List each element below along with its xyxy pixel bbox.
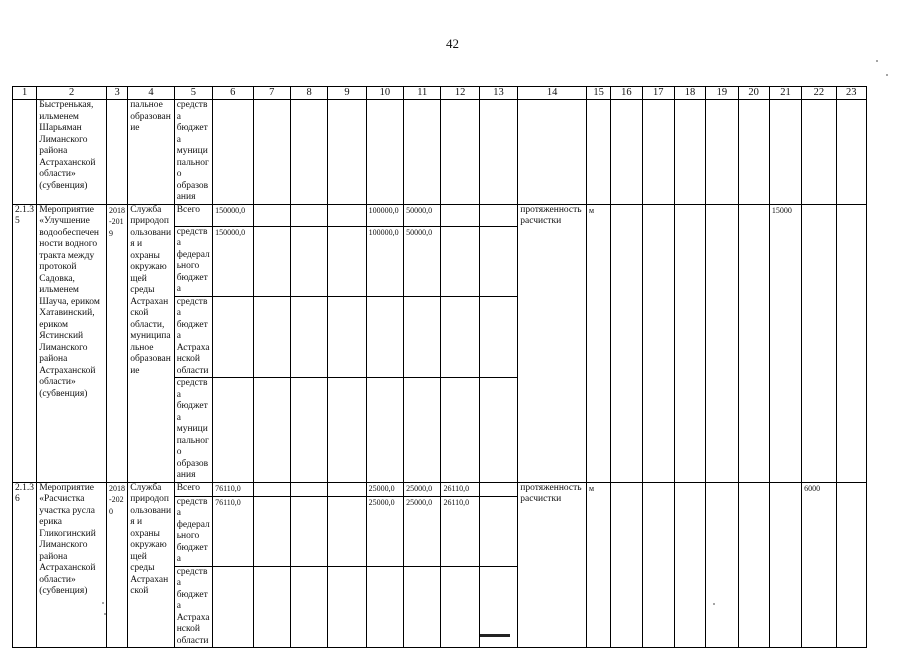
executor: Служба природопользования и охраны окружающей среды Астраханской области, муниципальное образование [128, 204, 174, 482]
measure-name: Быстренькая, ильменем Шарьяман Лиманского района Астраханской области» (субвенция) [37, 100, 107, 205]
value-cell [441, 226, 479, 296]
table-row [13, 100, 867, 205]
col-header: 10 [366, 87, 403, 100]
col-header: 5 [174, 87, 212, 100]
value-cell: 100000,0 [366, 226, 403, 296]
col-header: 4 [128, 87, 174, 100]
target-value: 15000 [769, 204, 801, 482]
col-header: 6 [213, 87, 253, 100]
row-code: 2.1.35 [13, 204, 37, 482]
col-header: 22 [802, 87, 836, 100]
col-header: 2 [37, 87, 107, 100]
col-header: 21 [769, 87, 801, 100]
col-header: 3 [106, 87, 127, 100]
value-cell: 25000,0 [366, 496, 403, 566]
page-number: 42 [446, 36, 459, 51]
funding-source: средства бюджета муниципального образования [174, 378, 212, 483]
indicator: протяженность расчистки [518, 204, 587, 482]
col-header: 9 [328, 87, 366, 100]
measures-table [12, 86, 867, 648]
executor: Служба природопользования и охраны окружающей среды Астраханской [128, 482, 174, 648]
funding-source: средства федерального бюджета [174, 496, 212, 566]
funding-source: Всего [174, 204, 212, 226]
col-header: 19 [706, 87, 738, 100]
column-number-row [13, 87, 867, 100]
value-cell: 25000,0 [366, 482, 403, 496]
col-header: 1 [13, 87, 37, 100]
col-header: 15 [586, 87, 610, 100]
col-header: 23 [836, 87, 866, 100]
funding-source: средства федерального бюджета [174, 226, 212, 296]
scan-artifact-line [480, 634, 510, 637]
executor: пальное образование [128, 100, 174, 205]
col-header: 20 [738, 87, 769, 100]
value-cell: 50000,0 [404, 226, 441, 296]
value-cell: 76110,0 [213, 482, 253, 496]
funding-source: Всего [174, 482, 212, 496]
col-header: 13 [479, 87, 517, 100]
value-cell: 76110,0 [213, 496, 253, 566]
value-cell: 25000,0 [404, 482, 441, 496]
col-header: 14 [518, 87, 587, 100]
indicator: протяженность расчистки [518, 482, 587, 648]
table-row [13, 204, 867, 226]
value-cell: 26110,0 [441, 496, 479, 566]
col-header: 18 [674, 87, 705, 100]
col-header: 8 [290, 87, 327, 100]
years: 2018-2020 [106, 482, 127, 648]
unit: м [586, 204, 610, 482]
col-header: 11 [404, 87, 441, 100]
col-header: 7 [253, 87, 290, 100]
funding-source: средства бюджета муниципального образования [174, 100, 212, 205]
value-cell: 150000,0 [213, 226, 253, 296]
measure-name: Мероприятие «Расчистка участка русла ерика Гликогинский Лиманского района Астраханской области» (субвенция) [37, 482, 107, 648]
value-cell: 100000,0 [366, 204, 403, 226]
row-code: 2.1.36 [13, 482, 37, 648]
measure-name: Мероприятие «Улучшение водообеспеченности водного тракта между протокой Садовка, ильменем Шауча, ериком Хатавинский, ериком Ястинский Лиманского района Астраханской области» (субвенция) [37, 204, 107, 482]
value-cell: 150000,0 [213, 204, 253, 226]
table-row [13, 482, 867, 496]
value-cell: 50000,0 [404, 204, 441, 226]
col-header: 16 [611, 87, 642, 100]
unit: м [586, 482, 610, 648]
target-value [802, 204, 836, 482]
target-value [769, 482, 801, 648]
funding-source: средства бюджета Астраханской области [174, 296, 212, 378]
target-value: 6000 [802, 482, 836, 648]
years: 2018-2019 [106, 204, 127, 482]
col-header: 12 [441, 87, 479, 100]
value-cell [441, 204, 479, 226]
funding-source: средства бюджета Астраханской области [174, 566, 212, 648]
col-header: 17 [642, 87, 674, 100]
value-cell: 25000,0 [404, 496, 441, 566]
value-cell: 26110,0 [441, 482, 479, 496]
